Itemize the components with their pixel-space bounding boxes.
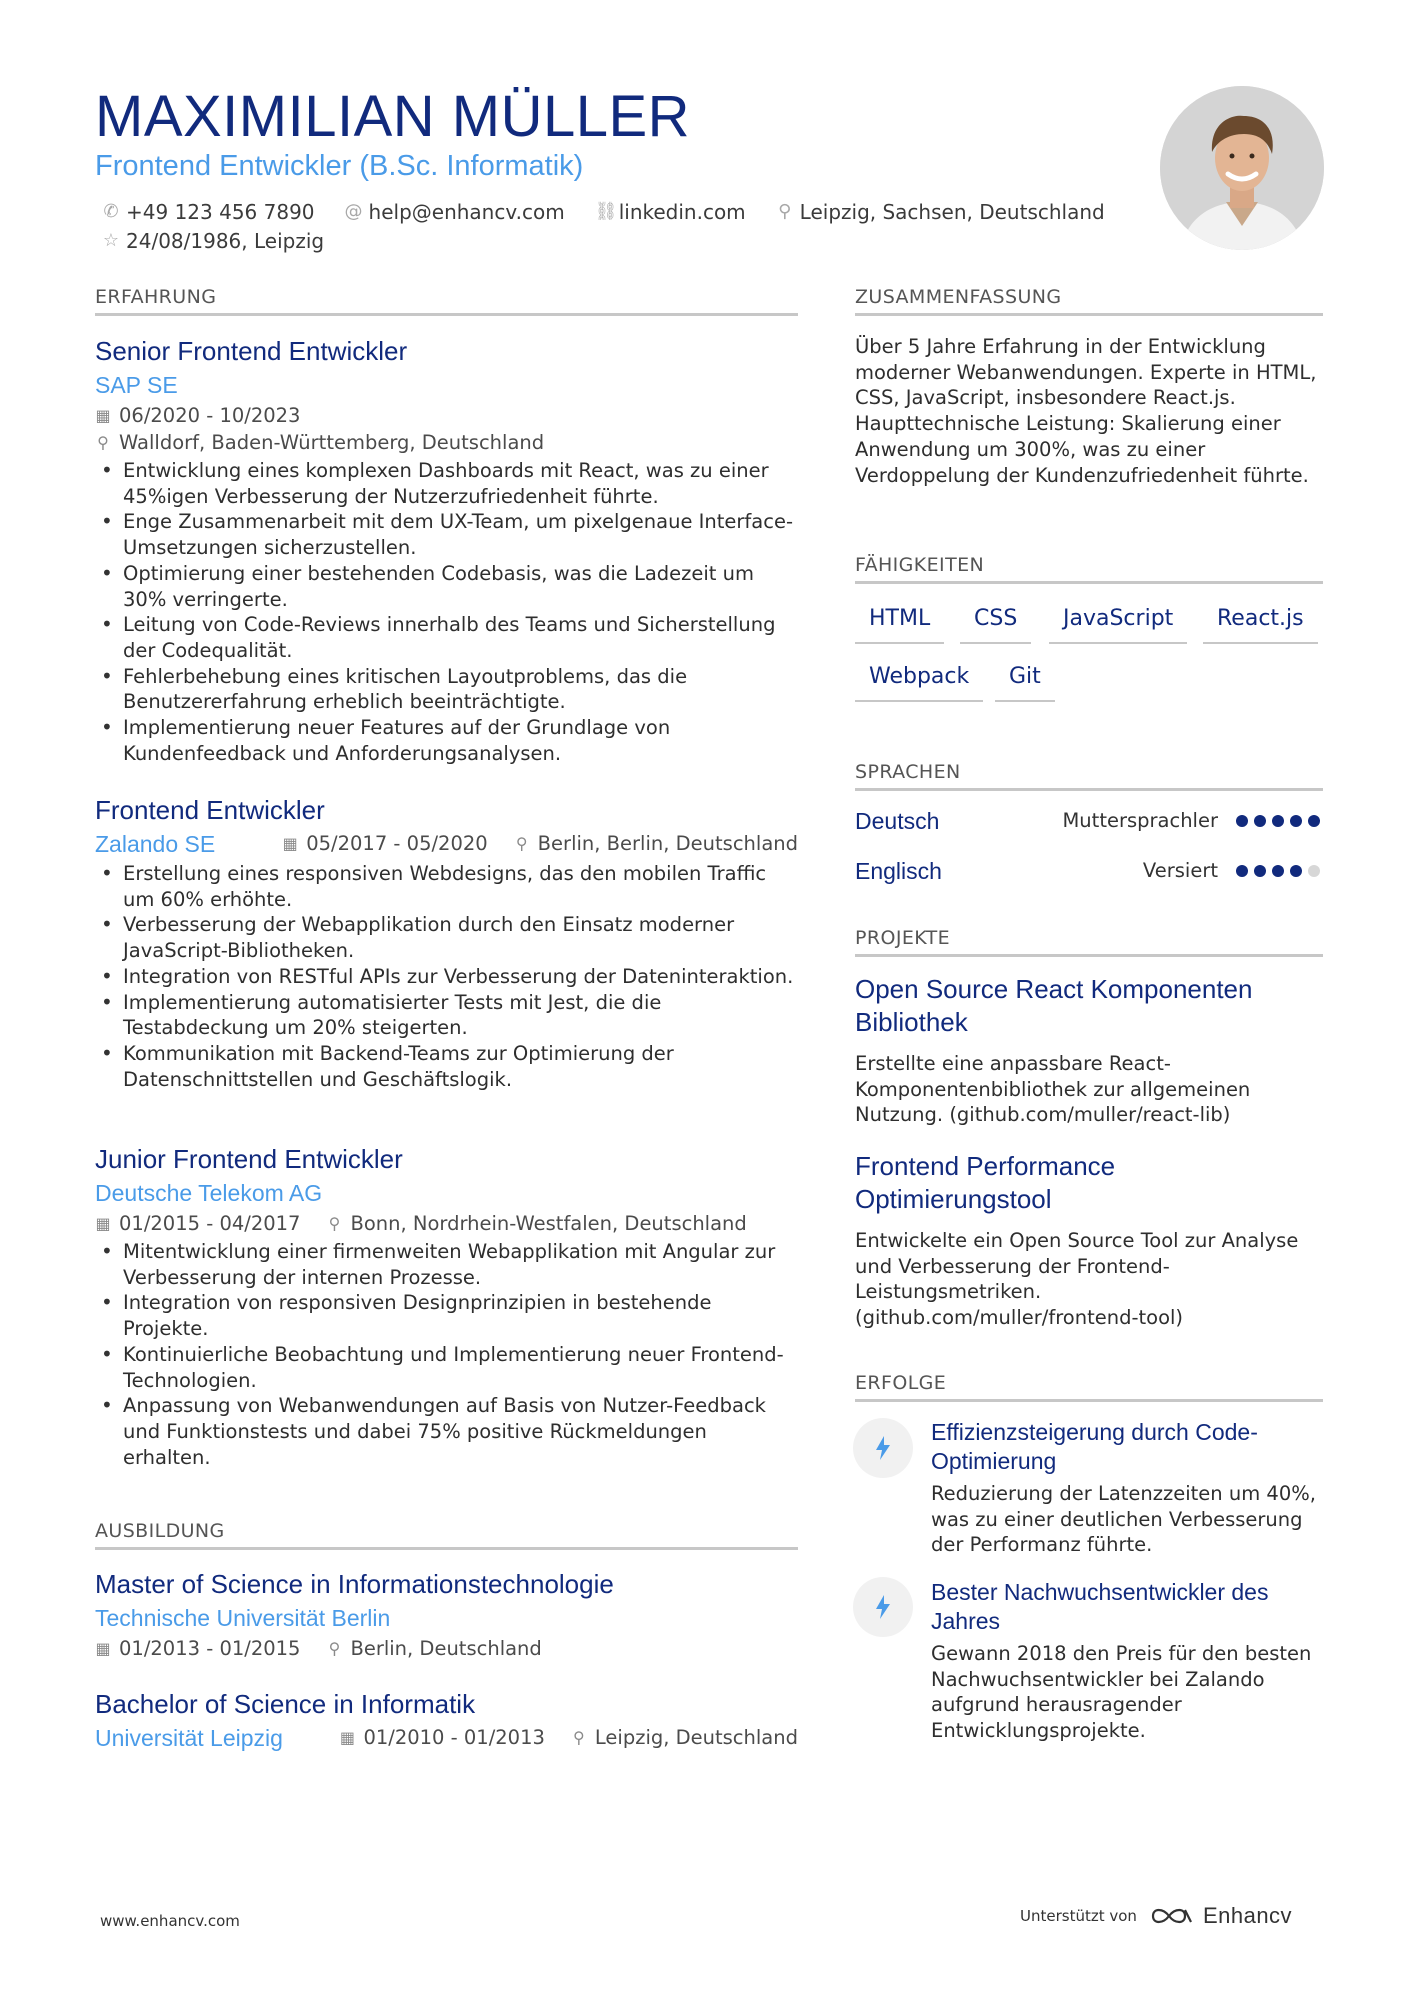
list-item: • Anpassung von Webanwendungen auf Basis von Nutzer-Feedback und Funktionstests und dabei 75% positive Rückmeldungen erhalten. <box>95 1393 798 1470</box>
project-item-2 <box>855 1150 1295 1216</box>
job-bullets <box>95 861 798 1092</box>
section-title-projects: PROJEKTE <box>855 926 1323 957</box>
job-dates-row <box>95 403 798 429</box>
contact-email[interactable]: @ help@enhancv.com <box>344 200 565 224</box>
calendar-icon: ▦ <box>339 1728 355 1747</box>
enhancv-logo-icon <box>1149 1904 1195 1928</box>
education-location: Berlin, Deutschland <box>350 1637 542 1660</box>
education-meta-row <box>95 1723 798 1753</box>
list-item: • Optimierung einer bestehenden Codebasis, was die Ladezeit um 30% verringerte. <box>95 561 798 612</box>
list-item: • Enge Zusammenarbeit mit dem UX-Team, um pixelgenaue Interface-Umsetzungen sicherzustellen. <box>95 509 798 560</box>
lightning-icon <box>853 1577 913 1637</box>
education-meta-row <box>95 1636 798 1662</box>
phone-icon: ✆ <box>103 201 119 222</box>
calendar-icon: ▦ <box>282 834 298 853</box>
education-dates: 01/2010 - 01/2013 <box>363 1726 545 1749</box>
education-location: Leipzig, Deutschland <box>594 1726 798 1749</box>
job-meta-row <box>95 1211 798 1237</box>
rating-dot <box>1308 865 1320 877</box>
job-bullets <box>95 1239 798 1470</box>
list-item: • Erstellung eines responsiven Webdesigns, das den mobilen Traffic um 60% erhöhte. <box>95 861 798 912</box>
achievement-description: Gewann 2018 den Preis für den besten Nachwuchsentwickler bei Zalando aufgrund herausragender Entwicklungsprojekte. <box>931 1642 1312 1743</box>
job-company: Deutsche Telekom AG <box>95 1180 323 1206</box>
calendar-icon: ▦ <box>95 406 111 425</box>
list-item: • Entwicklung eines komplexen Dashboards mit React, was zu einer 45%igen Verbesserung der Nutzerzufriedenheit führte. <box>95 458 798 509</box>
job-location: Bonn, Nordrhein-Westfalen, Deutschland <box>350 1212 747 1235</box>
list-item: • Kontinuierliche Beobachtung und Implementierung neuer Frontend-Technologien. <box>95 1342 798 1393</box>
brand-name: Enhancv <box>1202 1903 1293 1928</box>
map-pin-icon: ⚲ <box>328 1639 341 1658</box>
experience-item-3 <box>95 1143 798 1470</box>
language-name: Deutsch <box>855 808 940 834</box>
achievement-title: Effizienzsteigerung durch Code-Optimierung <box>931 1419 1258 1474</box>
list-item: • Implementierung automatisierter Tests mit Jest, die die Testabdeckung um 20% steigerten. <box>95 990 798 1041</box>
contact-birth: ☆ 24/08/1986, Leipzig <box>102 229 325 253</box>
school-name: Universität Leipzig <box>95 1725 283 1751</box>
skill-tag-css: CSS <box>960 604 1031 644</box>
map-pin-icon: ⚲ <box>573 1728 585 1747</box>
calendar-icon: ▦ <box>95 1214 111 1233</box>
job-dates: 06/2020 - 10/2023 <box>119 404 301 427</box>
list-item: • Leitung von Code-Reviews innerhalb des Teams und Sicherstellung der Codequalität. <box>95 612 798 663</box>
rating-dot <box>1254 865 1266 877</box>
contact-phone: ✆ +49 123 456 7890 <box>103 200 315 224</box>
footer-website[interactable]: www.enhancv.com <box>100 1912 240 1930</box>
list-item: • Verbesserung der Webapplikation durch den Einsatz moderner JavaScript-Bibliotheken. <box>95 912 798 963</box>
avatar <box>1160 86 1324 250</box>
section-title-summary: ZUSAMMENFASSUNG <box>855 285 1323 316</box>
rating-dot <box>1236 865 1248 877</box>
rating-dot <box>1272 865 1284 877</box>
contact-row-1 <box>102 199 1135 225</box>
language-rating-deutsch <box>1236 815 1320 827</box>
calendar-icon: ▦ <box>95 1639 111 1658</box>
project-description: Entwickelte ein Open Source Tool zur Analyse und Verbesserung der Frontend-Leistungsmetriken. (github.com/muller/frontend-tool) <box>855 1229 1299 1330</box>
project-title: Frontend Performance Optimierungstool <box>855 1151 1116 1214</box>
skill-tag-javascript: JavaScript <box>1049 604 1187 644</box>
experience-item-2 <box>95 794 798 1092</box>
job-bullets <box>95 458 798 766</box>
language-rating-englisch <box>1236 865 1320 877</box>
project-title: Open Source React Komponenten Bibliothek <box>855 974 1253 1037</box>
degree-title: Master of Science in Informationstechnologie <box>95 1569 614 1599</box>
rating-dot <box>1290 865 1302 877</box>
contact-linkedin[interactable]: ⛓ linkedin.com <box>594 200 746 224</box>
language-level: Versiert <box>1142 859 1218 882</box>
education-dates: 01/2013 - 01/2015 <box>119 1637 301 1660</box>
project-description: Erstellte eine anpassbare React-Komponentenbibliothek zur allgemeinen Nutzung. (github.com/muller/react-lib) <box>855 1052 1251 1127</box>
list-item: • Integration von RESTful APIs zur Verbesserung der Dateninteraktion. <box>95 964 798 990</box>
skill-tag-html: HTML <box>855 604 944 644</box>
job-dates: 05/2017 - 05/2020 <box>306 832 488 855</box>
achievement-description: Reduzierung der Latenzzeiten um 40%, was zu einer deutlichen Verbesserung der Performanz führte. <box>931 1482 1316 1557</box>
map-pin-icon: ⚲ <box>778 201 792 222</box>
candidate-headline: Frontend Entwickler (B.Sc. Informatik) <box>95 150 584 182</box>
star-icon: ☆ <box>102 230 120 251</box>
school-name: Technische Universität Berlin <box>95 1605 391 1631</box>
job-company: Zalando SE <box>95 831 216 857</box>
at-icon: @ <box>344 201 363 222</box>
summary-text: Über 5 Jahre Erfahrung in der Entwicklung moderner Webanwendungen. Experte in HTML, CSS, JavaScript, insbesondere React.js. Haupttechnische Leistung: Skalierung einer Anwendung um 300%, was zu einer Verdoppelung der Kundenzufriedenheit führte. <box>855 335 1317 487</box>
contact-location: ⚲ Leipzig, Sachsen, Deutschland <box>776 199 1105 225</box>
achievement-title: Bester Nachwuchsentwickler des Jahres <box>931 1579 1269 1634</box>
job-location: Berlin, Berlin, Deutschland <box>537 832 798 855</box>
list-item: • Integration von responsiven Designprinzipien in bestehende Projekte. <box>95 1290 798 1341</box>
list-item: • Mitentwicklung einer firmenweiten Webapplikation mit Angular zur Verbesserung der internen Prozesse. <box>95 1239 798 1290</box>
language-name: Englisch <box>855 858 942 884</box>
map-pin-icon: ⚲ <box>328 1214 341 1233</box>
degree-title: Bachelor of Science in Informatik <box>95 1689 476 1719</box>
list-item: • Kommunikation mit Backend-Teams zur Optimierung der Datenschnittstellen und Geschäftslogik. <box>95 1041 798 1092</box>
rating-dot <box>1290 815 1302 827</box>
education-item-2 <box>95 1688 798 1753</box>
skill-tag-reactjs: React.js <box>1203 604 1318 644</box>
rating-dot <box>1272 815 1284 827</box>
avatar-portrait-icon <box>1160 86 1324 250</box>
list-item: • Implementierung neuer Features auf der Grundlage von Kundenfeedback und Anforderungsanalysen. <box>95 715 798 766</box>
contact-row-2 <box>102 228 354 254</box>
experience-item-1 <box>95 335 798 766</box>
job-location: Walldorf, Baden-Württemberg, Deutschland <box>119 431 545 454</box>
job-location-row <box>95 430 798 456</box>
rating-dot <box>1308 815 1320 827</box>
job-title: Junior Frontend Entwickler <box>95 1144 403 1174</box>
job-title: Senior Frontend Entwickler <box>95 336 408 366</box>
job-dates: 01/2015 - 04/2017 <box>119 1212 301 1235</box>
candidate-name: MAXIMILIAN MÜLLER <box>95 84 691 149</box>
skill-tag-webpack: Webpack <box>855 662 983 702</box>
section-title-skills: FÄHIGKEITEN <box>855 553 1323 584</box>
section-title-experience: ERFAHRUNG <box>95 285 798 316</box>
powered-by-label: Unterstützt von <box>1020 1907 1137 1925</box>
language-level: Muttersprachler <box>1062 809 1218 832</box>
section-title-languages: SPRACHEN <box>855 760 1323 791</box>
lightning-icon <box>853 1418 913 1478</box>
job-company: SAP SE <box>95 372 178 398</box>
list-item: • Fehlerbehebung eines kritischen Layoutproblems, das die Benutzererfahrung erheblich beeinträchtigte. <box>95 664 798 715</box>
section-title-achievements: ERFOLGE <box>855 1371 1323 1402</box>
skill-tag-git: Git <box>995 662 1055 702</box>
footer-powered-by <box>1020 1903 1292 1929</box>
job-meta-row <box>95 829 798 859</box>
link-icon: ⛓ <box>594 201 618 222</box>
job-title: Frontend Entwickler <box>95 795 325 825</box>
rating-dot <box>1236 815 1248 827</box>
map-pin-icon: ⚲ <box>97 433 109 452</box>
rating-dot <box>1254 815 1266 827</box>
section-title-education: AUSBILDUNG <box>95 1519 798 1550</box>
map-pin-icon: ⚲ <box>515 834 528 853</box>
project-item-1 <box>855 973 1295 1039</box>
education-item-1 <box>95 1568 798 1662</box>
